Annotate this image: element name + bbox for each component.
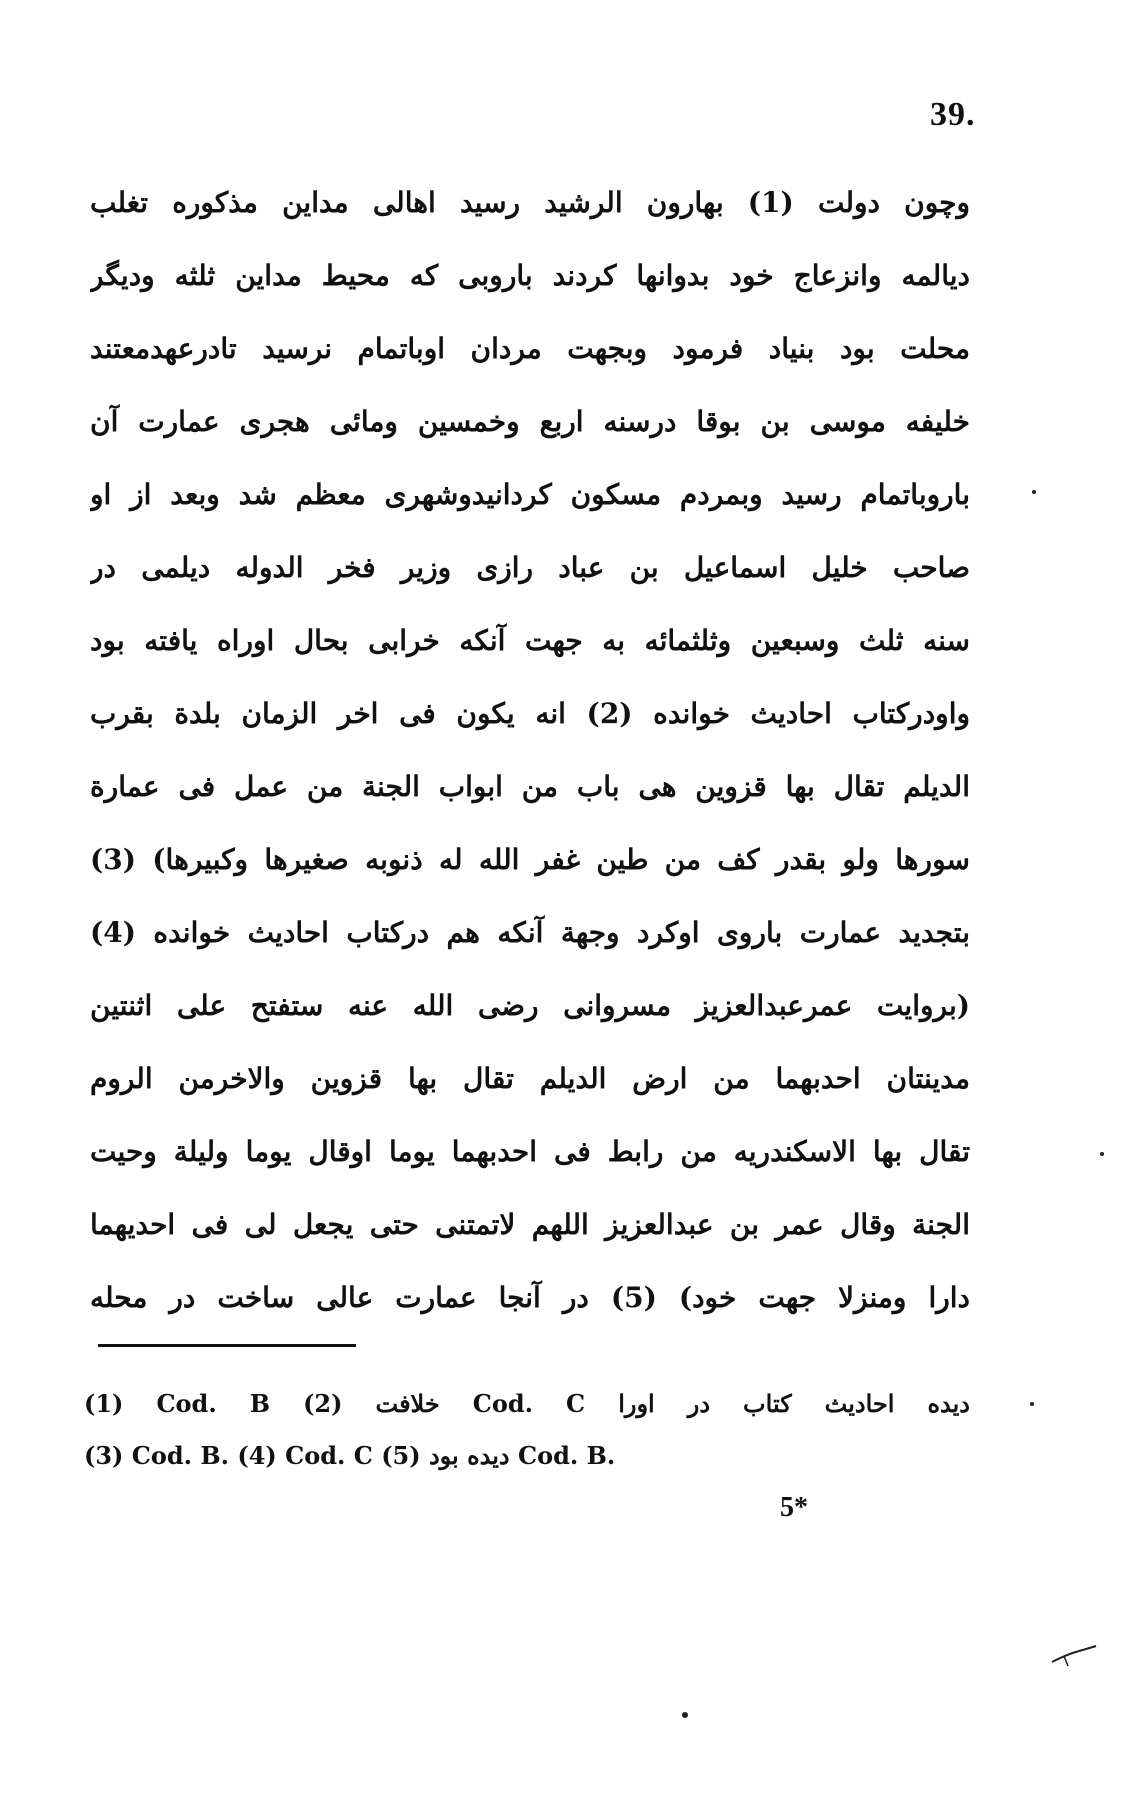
footnote-line: (1) Cod. B خلافت (2) Cod. C ديده احاديث کتاب در اورا — [84, 1389, 970, 1418]
scan-speck — [682, 1712, 688, 1718]
scan-speck — [1030, 1402, 1034, 1406]
text-line: مدينتان احدبهما من ارض الديلم تقال بها قزوين والاخرمن الروم — [90, 1062, 970, 1095]
scan-speck — [1032, 490, 1036, 494]
text-line: خليفه موسی بن بوقا درسنه اربع وخمسين ومائی هجری عمارت آن — [90, 405, 970, 438]
text-line: محلت بود بنياد فرمود وبجهت مردان اوباتمام نرسيد تادرعهدمعتند — [90, 332, 970, 365]
footnotes — [84, 1378, 970, 1482]
pen-mark-icon — [1050, 1640, 1100, 1670]
text-line: دارا ومنزلا جهت خود) (5) در آنجا عمارت عالی ساخت در محله — [90, 1281, 970, 1314]
signature-mark: 5* — [780, 1492, 808, 1523]
text-line: صاحب خليل اسماعيل بن عباد رازی وزير فخر الدوله ديلمی در — [90, 551, 970, 584]
text-line: ديالمه وانزعاج خود بدوانها کردند باروبی که محيط مداين ثلثه وديگر — [90, 259, 970, 292]
text-line: باروباتمام رسيد وبمردم مسکون کردانيدوشهری معظم شد وبعد از او — [90, 478, 970, 511]
text-line: سورها ولو بقدر کف من طين غفر الله له ذنوبه صغيرها وکبيرها) (3) — [90, 843, 970, 876]
text-line: واودرکتاب احاديث خوانده (2) انه يکون فی اخر الزمان بلدة بقرب — [90, 697, 970, 730]
text-line: سنه ثلث وسبعين وثلثمائه به جهت آنکه خرابی بحال اوراه يافته بود — [90, 624, 970, 657]
text-line: وچون دولت (1) بهارون الرشيد رسيد اهالی مداين مذکوره تغلب — [90, 186, 970, 219]
page-number: 39. — [930, 96, 976, 133]
body-text — [90, 166, 970, 1334]
text-line: الديلم تقال بها قزوين هی باب من ابواب الجنة من عمل فی عمارة — [90, 770, 970, 803]
text-line: (بروايت عمرعبدالعزيز مسروانی رضی الله عنه ستفتح علی اثنتين — [90, 989, 970, 1022]
footnote-line: (3) Cod. B. (4) Cod. C ديده بود (5) Cod. B. — [84, 1441, 616, 1470]
text-line: الجنة وقال عمر بن عبدالعزيز اللهم لاتمتنی حتی يجعل لی فی احديهما — [90, 1208, 970, 1241]
text-line: تقال بها الاسکندريه من رابط فی احدبهما يوما اوقال يوما وليلة وحيت — [90, 1135, 970, 1168]
footnote-rule — [98, 1344, 356, 1347]
scan-speck — [1100, 1152, 1104, 1156]
text-line: بتجديد عمارت باروی اوکرد وجهة آنکه هم درکتاب احاديث خوانده (4) — [90, 916, 970, 949]
